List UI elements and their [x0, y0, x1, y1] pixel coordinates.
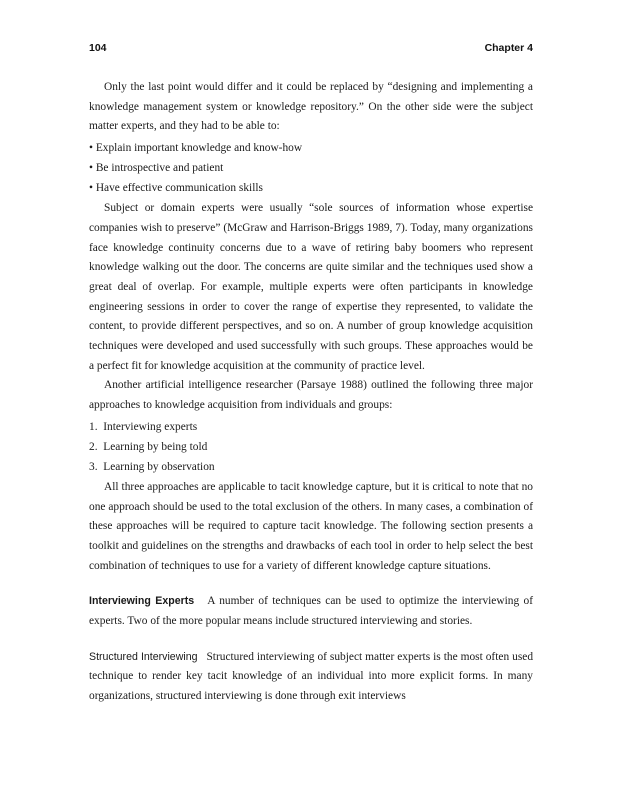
- paragraph-4: All three approaches are applicable to tacit knowledge capture, but it is critical to note that no one approach should be used to the total exclusion of the others. In many cases, a combination of these approaches will be required to capture tacit knowledge. The following section presents a toolkit and guidelines on the strengths and drawbacks of each tool in order to help select the best combination of techniques to use for a variety of different knowledge capture situations.: [89, 480, 533, 572]
- subsection-heading: Structured Interviewing: [89, 650, 198, 663]
- paragraph-3: Another artificial intelligence researcher (Parsaye 1988) outlined the following three major approaches to knowledge acquisition from individuals and groups:: [89, 379, 533, 412]
- section-text: A number of techniques can be used to optimize the interviewing of experts. Two of the more popular means include structured interviewing and stories.: [89, 595, 533, 628]
- numbered-item: 2. Learning by being told: [89, 440, 208, 453]
- bullet-item: • Explain important knowledge and know-how: [89, 142, 303, 155]
- section-interviewing-experts: [89, 592, 533, 631]
- bullet-item: • Be introspective and patient: [89, 162, 224, 175]
- running-header: [89, 42, 533, 58]
- body-text: [89, 78, 533, 707]
- page-number: 104: [89, 42, 107, 54]
- numbered-list: [89, 417, 533, 477]
- chapter-label: Chapter 4: [484, 42, 533, 54]
- bullet-item: • Have effective communication skills: [89, 182, 263, 195]
- numbered-item: 3. Learning by observation: [89, 460, 215, 473]
- paragraph-2: Subject or domain experts were usually “sole sources of information whose expertise companies wish to preserve” (McGraw and Harrison-Briggs 1989, 7). Today, many organizations face knowledge continuity concerns due to a wave of retiring baby boomers who represent knowledge walking out the door. The concerns are quite similar and the techniques used show a great deal of overlap. For example, multiple experts were often participants in knowledge engineering sessions in order to cover the range of expertise they represented, to validate the content, to provide different perspectives, and so on. A number of group knowledge acquisition techniques were developed and used successfully with such groups. These approaches would be a perfect fit for knowledge acquisition at the community of practice level.: [89, 202, 533, 372]
- section-structured-interviewing: [89, 648, 533, 707]
- subsection-text: Structured interviewing of subject matter experts is the most often used technique to render key tacit knowledge of an individual into more explicit forms. In many organizations, structured interviewing is done through exit interviews: [89, 650, 534, 703]
- numbered-item: 1. Interviewing experts: [89, 420, 198, 433]
- section-heading: Interviewing Experts: [89, 595, 195, 608]
- bullet-list: [89, 138, 533, 198]
- paragraph-1: Only the last point would differ and it could be replaced by “designing and implementing a knowledge management system or knowledge repository.” On the other side were the subject matter experts, and they had to be able to:: [89, 81, 533, 133]
